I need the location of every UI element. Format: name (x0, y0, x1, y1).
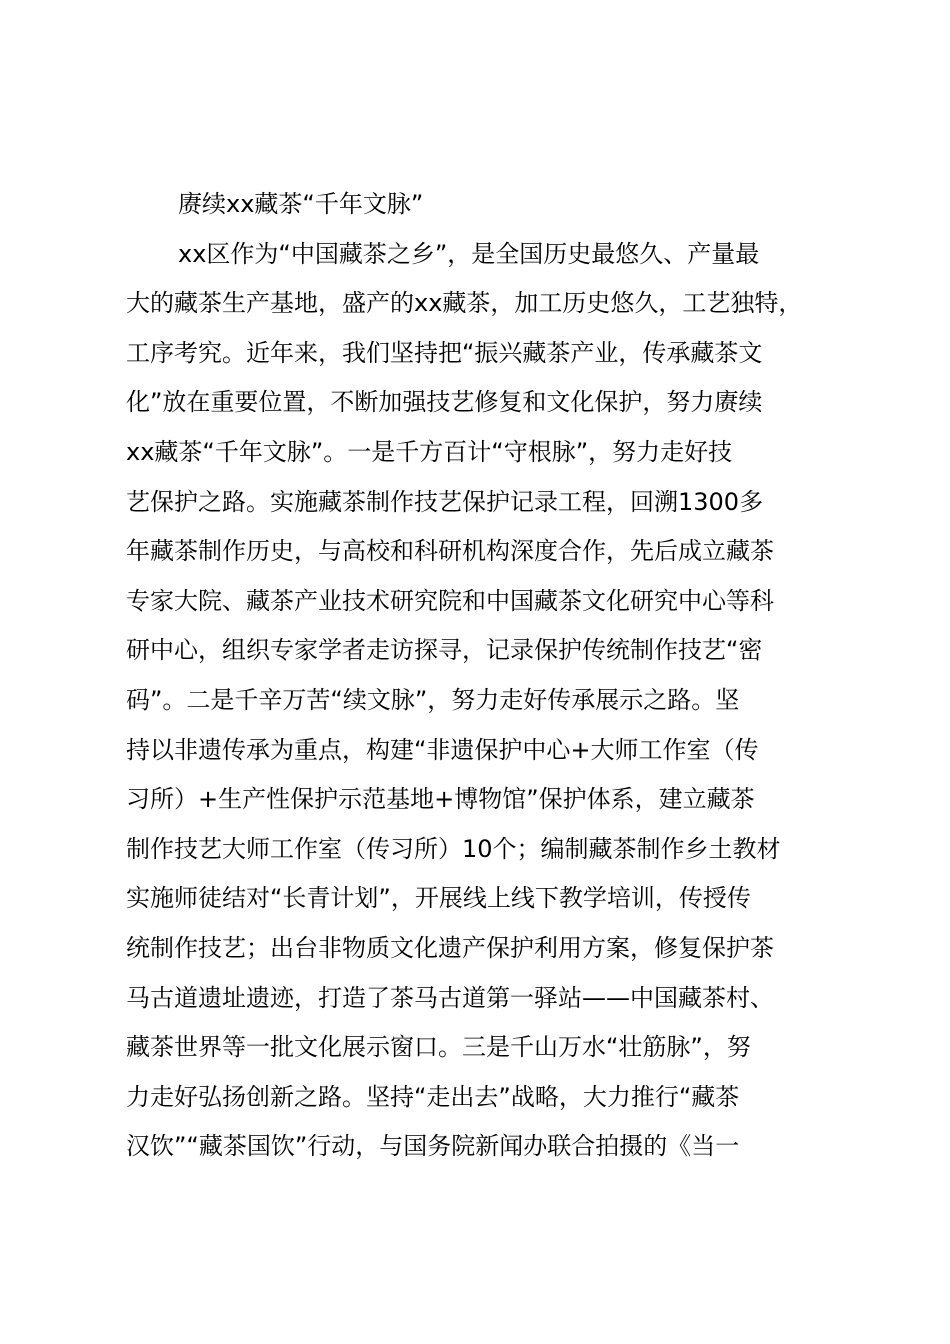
section-heading: 赓续xx藏茶“千年文脉” (178, 190, 424, 218)
paragraph-line: 年藏茶制作历史，与高校和科研机构深度合作，先后成立藏茶 (126, 537, 774, 566)
paragraph-line: 专家大院、藏茶产业技术研究院和中国藏茶文化研究中心等科 (126, 586, 774, 615)
paragraph-line: 研中心，组织专家学者走访探寻，记录保护传统制作技艺“密 (126, 636, 763, 665)
body-paragraph (126, 230, 832, 1172)
paragraph-line: 艺保护之路。实施藏茶制作技艺保护记录工程，回溯1300多 (126, 487, 764, 516)
paragraph-line: 码”。二是千辛万苦“续文脉”，努力走好传承展示之路。坚 (126, 685, 740, 714)
paragraph-line: xx藏茶“千年文脉”。一是千方百计“守根脉”，努力走好技 (126, 437, 733, 466)
paragraph-line: 大的藏茶生产基地，盛产的xx藏茶，加工历史悠久，工艺独特， (126, 289, 803, 318)
paragraph-line: 持以非遗传承为重点，构建“非遗保护中心+大师工作室（传 (126, 735, 759, 764)
paragraph-line: 工序考究。近年来，我们坚持把“振兴藏茶产业，传承藏茶文 (126, 338, 763, 367)
paragraph-line: 实施师徒结对“长青计划”，开展线上线下教学培训，传授传 (126, 884, 751, 913)
paragraph-line: 化”放在重要位置，不断加强技艺修复和文化保护，努力赓续 (126, 388, 763, 417)
paragraph-line: 马古道遗址遗迹，打造了茶马古道第一驿站——中国藏茶村、 (126, 983, 774, 1012)
paragraph-line: xx区作为“中国藏茶之乡”，是全国历史最悠久、产量最 (178, 239, 760, 268)
paragraph-line: 力走好弘扬创新之路。坚持“走出去”战略，大力推行“藏茶 (126, 1082, 740, 1111)
paragraph-line: 制作技艺大师工作室（传习所）10个；编制藏茶制作乡土教材 (126, 834, 781, 863)
paragraph-line: 习所）+生产性保护示范基地+博物馆”保护体系，建立藏茶 (126, 785, 755, 814)
paragraph-line: 统制作技艺；出台非物质文化遗产保护利用方案，修复保护茶 (126, 933, 774, 962)
paragraph-line: 汉饮”“藏茶国饮”行动，与国务院新闻办联合拍摄的《当一 (126, 1132, 740, 1161)
document-body (126, 180, 832, 1172)
paragraph-line: 藏茶世界等一批文化展示窗口。三是千山万水“壮筋脉”，努 (126, 1033, 751, 1062)
